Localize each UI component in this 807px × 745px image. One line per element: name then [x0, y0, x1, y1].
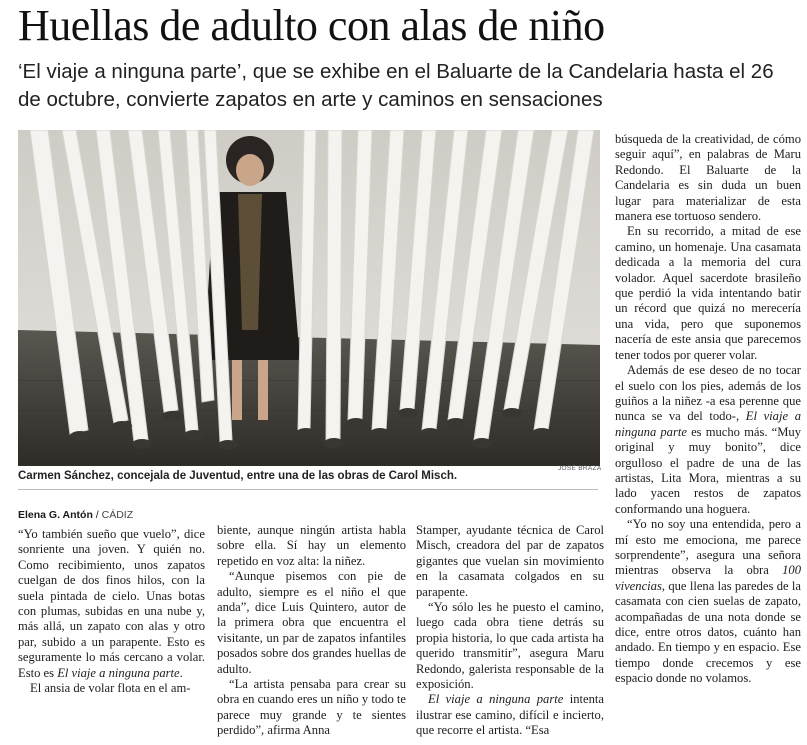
photo-caption: Carmen Sánchez, concejala de Juventud, entre una de las obras de Carol Misch.: [18, 470, 458, 482]
paragraph: biente, aunque ningún artista habla sobre ella. Sí hay un elemento repetido en voz alta: la niñez.: [217, 523, 406, 568]
text-column-2: [217, 523, 406, 739]
text-column-3: [416, 523, 604, 739]
byline-place: CÁDIZ: [101, 509, 134, 521]
paragraph: “Aunque pisemos con pie de adulto, siempre es el niño el que anda”, dice Luis Quintero, autor de la primera obra que encuentra el visitante, un par de zapatos infantiles posados sobre dos grandes huellas de adulto.: [217, 569, 406, 676]
paragraph: búsqueda de la creatividad, de cómo seguir aquí”, en palabras de Maru Redondo. El Baluarte de la Candelaria es sin duda un buen lugar para materializar de esta manera ese tortuoso sendero.: [615, 132, 801, 224]
paragraph: “Yo sólo les he puesto el camino, luego cada obra tiene detrás su propia historia, lo que cada artista ha querido transmitir”, asegura Maru Redondo, galerista responsable de la exposición.: [416, 600, 604, 692]
paragraph: “Yo no soy una entendida, pero a mí esto me emociona, me parece sorprendente”, asegura una señora mientras observa la obra 100 vivencias, que llena las paredes de la casamata con cien suelas de zapato, acompañadas de una nota donde se dice, entre otros datos, cuánto han andado. En tiempo y en espacio. Ese tiempo donde crecemos y ese espacio donde no volamos.: [615, 517, 801, 686]
paragraph: “La artista pensaba para crear su obra en cuando eres un niño y todo te parece muy grande y te sientes perdido”, afirma Anna: [217, 677, 406, 738]
headline: Huellas de adulto con alas de niño: [18, 1, 605, 50]
text-column-4: [615, 132, 801, 687]
byline: [18, 509, 133, 521]
divider: [18, 489, 598, 490]
text-column-1: [18, 527, 205, 696]
paragraph: El ansia de volar flota en el am-: [30, 681, 191, 696]
subheadline: ‘El viaje a ninguna parte’, que se exhibe en el Baluarte de la Candelaria hasta el 26 de octubre, convierte zapatos en arte y caminos en sensaciones: [18, 60, 774, 111]
paragraph: El viaje a ninguna parte intenta ilustrar ese camino, difícil e incierto, que recorre el artista. “Esa: [416, 692, 605, 738]
paragraph: En su recorrido, a mitad de ese camino, un homenaje. Una casamata dedicada a la memoria del cura volador. Aquel sacerdote brasileño que perdió la vida intentando batir un récord que quizá no merecería una vida, pero que suponemos nacería de este ansia que parecemos tener todos por querer volar.: [615, 224, 801, 362]
paragraph: “Yo también sueño que vuelo”, dice sonriente una joven. Y quién no. Como recibimiento, unos zapatos cuelgan de dos finos hilos, con la suela pintada de cielo. Unas botas con plumas, subidas en una nube y, más allá, un zapato con alas y otro par, subido a un parapente. Esto es seguramente lo más cercano a volar. Esto es El viaje a ninguna parte.: [18, 527, 205, 680]
paragraph: Además de ese deseo de no tocar el suelo con los pies, además de los guiños a la niñez -a esa perenne que nunca se va del todo-, El viaje a ninguna parte es mucho más. “Muy original y muy bonito”, dice orgulloso el padre de una de las artistas, Lita Mora, mientras a su lado yacen restos de zapatos conformando una hoguera.: [615, 363, 802, 516]
photo-credit: JOSÉ BRAZA: [558, 465, 602, 472]
byline-author: Elena G. Antón: [18, 509, 93, 521]
article-photo: [18, 130, 600, 466]
byline-separator: /: [92, 509, 102, 521]
paragraph: Stamper, ayudante técnica de Carol Misch, creadora del par de zapatos gigantes que vuelan sin movimiento en la casamata colgados en su parapente.: [416, 523, 604, 599]
